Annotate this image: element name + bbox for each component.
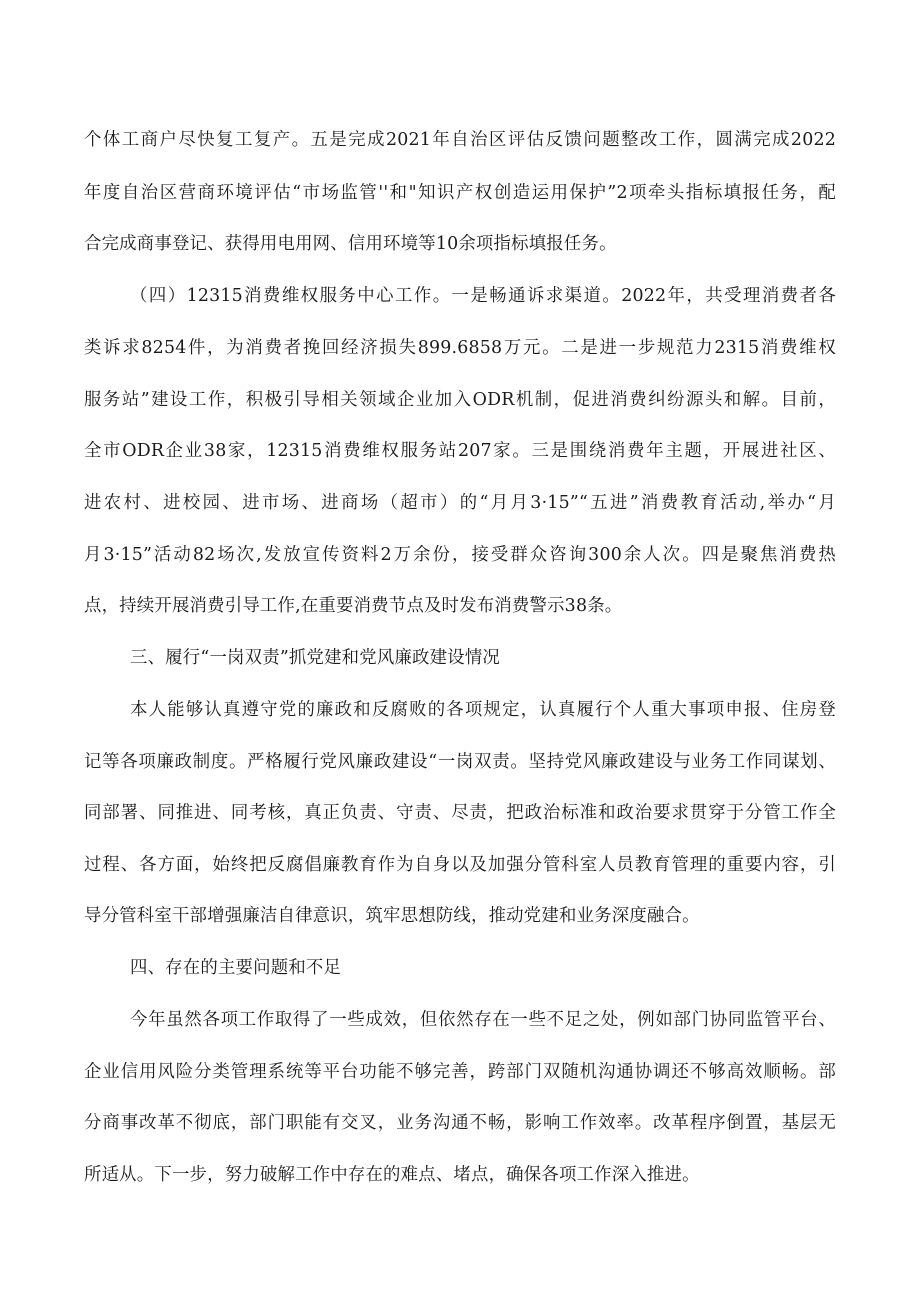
heading-text: 三、履行“一岗双责”抓党建和党风廉政建设情况 — [130, 648, 500, 668]
text-line: 本人能够认真遵守党的廉政和反腐败的各项规定，认真履行个人重大事项申报、住房登 — [130, 700, 836, 720]
heading-text: 四、存在的主要问题和不足 — [130, 958, 342, 978]
text-line: 合完成商事登记、获得用电用网、信用环境等10余项指标填报任务。 — [84, 234, 617, 254]
text-line: 今年虽然各项工作取得了一些成效，但依然存在一些不足之处，例如部门协同监管平台、 — [130, 1010, 836, 1030]
text-line: 个体工商户尽快复工复产。五是完成2021年自治区评估反馈问题整改工作，圆满完成2022 — [84, 130, 836, 150]
text-line: 企业信用风险分类管理系统等平台功能不够完善，跨部门双随机沟通协调还不够高效顺畅。部 — [84, 1062, 836, 1082]
text-line: 所适从。下一步，努力破解工作中存在的难点、堵点，确保各项工作深入推进。 — [84, 1165, 700, 1185]
text-line: 全市ODR企业38家，12315消费维权服务站207家。三是围绕消费年主题，开展进社区、 — [84, 441, 836, 461]
text-line: 导分管科室干部增强廉洁自律意识，筑牢思想防线，推动党建和业务深度融合。 — [84, 906, 700, 926]
text-line: 类诉求8254件，为消费者挽回经济损失899.6858万元。二是进一步规范力2315消费维权 — [84, 338, 836, 358]
text-line: 服务站”建设工作，积极引导相关领域企业加入ODR机制，促进消费纠纷源头和解。目前， — [84, 390, 836, 410]
text-line: 同部署、同推进、同考核，真正负责、守责、尽责，把政治标准和政治要求贯穿于分管工作全 — [84, 803, 836, 823]
text-line: 分商事改革不彻底，部门职能有交叉，业务沟通不畅，影响工作效率。改革程序倒置，基层无 — [84, 1113, 836, 1133]
text-line: （四）12315消费维权服务中心工作。一是畅通诉求渠道。2022年，共受理消费者各 — [130, 286, 836, 306]
text-line: 过程、各方面，始终把反腐倡廉教育作为自身以及加强分管科室人员教育管理的重要内容，引 — [84, 855, 836, 875]
text-line: 点，持续开展消费引导工作,在重要消费节点及时发布消费警示38条。 — [84, 596, 623, 616]
text-line: 年度自治区营商环境评估“市场监管''和"知识产权创造运用保护”2项牵头指标填报任务，配 — [84, 183, 836, 203]
text-line: 月3·15”活动82场次,发放宣传资料2万余份，接受群众咨询300余人次。四是聚焦消费热 — [84, 545, 836, 565]
text-line: 进农村、进校园、进市场、进商场（超市）的“月月3·15”“五进”消费教育活动,举办“月 — [84, 493, 836, 513]
text-line: 记等各项廉政制度。严格履行党风廉政建设“一岗双责。坚持党风廉政建设与业务工作同谋划、 — [84, 752, 836, 772]
